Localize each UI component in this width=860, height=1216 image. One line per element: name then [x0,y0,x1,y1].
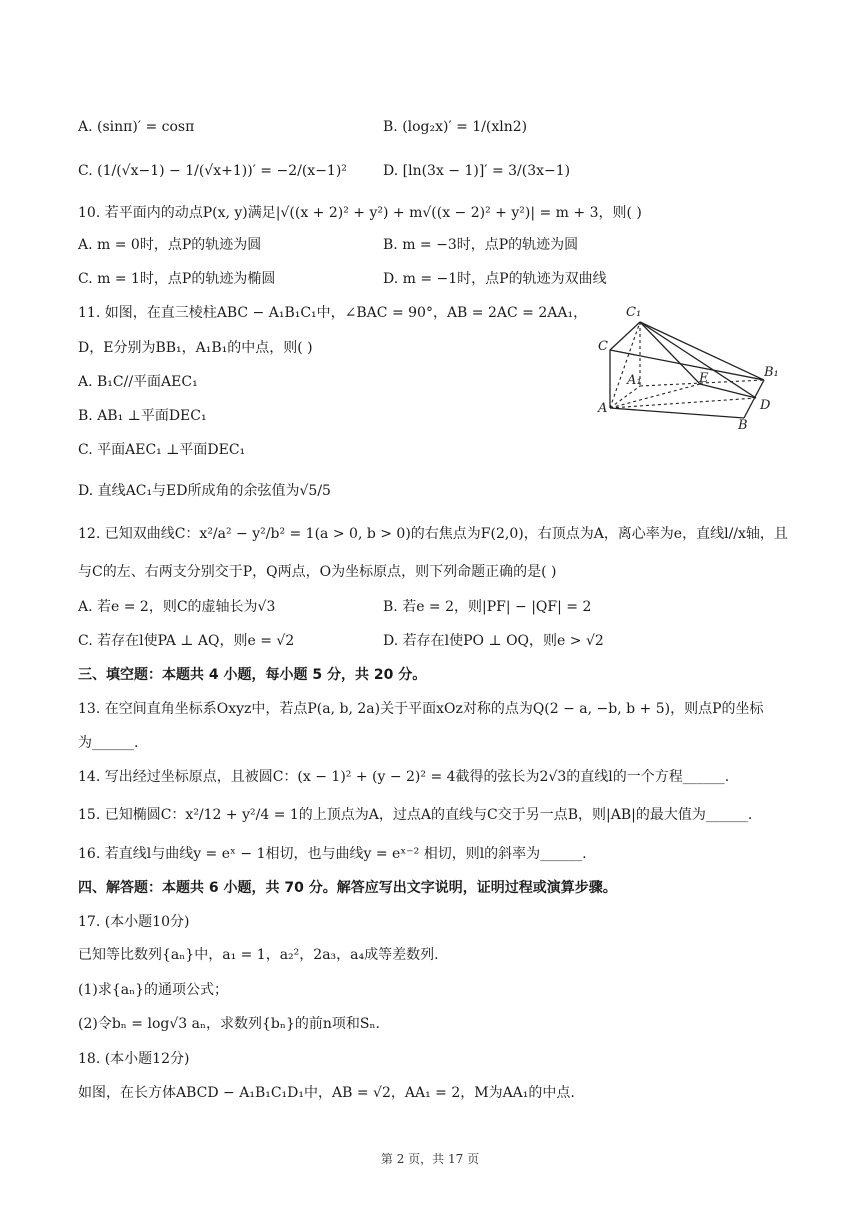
q10-option-c: C. m = 1时，点P的轨迹为椭圆 [78,271,276,287]
q12-option-a: A. 若e = 2，则C的虚轴长为√3 [78,599,276,615]
q17-heading: 17. (本小题10分) [78,914,190,930]
q15: 15. 已知椭圆C：x²/12 + y²/4 = 1的上顶点为A，过点A的直线与C交于另一点B，则|AB|的最大值为______. [78,807,753,823]
q18-heading: 18. (本小题12分) [78,1051,190,1067]
q18-stem: 如图，在长方体ABCD − A₁B₁C₁D₁中，AB = √2，AA₁ = 2，M为AA₁的中点. [78,1085,575,1101]
edge-e-d [700,384,756,398]
q11-option-a: A. B₁C//平面AEC₁ [78,374,198,390]
q17-stem: 已知等比数列{aₙ}中，a₁ = 1，a₂²，2a₃，a₄成等差数列. [78,947,439,963]
prism-figure [596,302,779,433]
page-footer: 第 2 页，共 17 页 [380,1152,480,1166]
label-d: D [760,398,771,413]
q9-option-c: C. (1/(√x−1) − 1/(√x+1))′ = −2/(x−1)² [78,163,347,179]
q11-stem-line1: 11. 如图，在直三棱柱ABC − A₁B₁C₁中，∠BAC = 90°，AB = 2AC = 2AA₁， [78,305,588,321]
q13-line1: 13. 在空间直角坐标系Oxyz中，若点P(a, b, 2a)关于平面xOz对称的点为Q(2 − a, −b, b + 5)，则点P的坐标 [78,701,764,717]
q14: 14. 写出经过坐标原点，且被圆C：(x − 1)² + (y − 2)² = 4截得的弦长为2√3的直线l的一个方程______. [78,769,730,785]
edge-a-a1-hidden [610,386,640,408]
q17-part1: (1)求{aₙ}的通项公式； [78,982,229,998]
label-a: A [598,401,608,416]
q11-option-d: D. 直线AC₁与ED所成角的余弦值为√5/5 [78,483,331,499]
edge-a-d-hidden [610,398,756,408]
q17-part2: (2)令bₙ = log√3 aₙ，求数列{bₙ}的前n项和Sₙ. [78,1016,380,1032]
edge-c1-d [640,322,756,398]
edge-a-b [610,408,744,418]
q11-option-c: C. 平面AEC₁ ⊥平面DEC₁ [78,442,246,458]
label-b: B [738,418,748,433]
label-b1: B₁ [764,365,779,380]
q12-option-b: B. 若e = 2，则|PF| − |QF| = 2 [383,599,592,615]
edge-c-c1 [610,322,640,350]
q12-stem-line1: 12. 已知双曲线C：x²/a² − y²/b² = 1(a > 0, b > 0)的右焦点为F(2,0)，右顶点为A，离心率为e，直线l//x轴，且 [78,526,788,542]
label-c1: C₁ [626,305,642,320]
q9-option-d: D. [ln(3x − 1)]′ = 3/(3x−1) [383,163,571,179]
label-e: E [699,371,709,386]
q9-option-b: B. (log₂x)′ = 1/(xln2) [383,119,528,135]
q11-stem-line2: D，E分别为BB₁，A₁B₁的中点，则( ) [78,340,313,356]
q11-option-b: B. AB₁ ⊥平面DEC₁ [78,408,207,424]
q12-option-d: D. 若存在l使PO ⊥ OQ，则e > √2 [383,633,604,649]
label-c: C [598,339,608,354]
q10-option-d: D. m = −1时，点P的轨迹为双曲线 [383,271,607,287]
section-4-heading: 四、解答题：本题共 6 小题，共 70 分。解答应写出文字说明，证明过程或演算步骤。 [78,880,617,896]
q9-option-a: A. (sinπ)′ = cosπ [78,119,195,135]
q13-line2: 为______. [78,735,139,751]
section-3-heading: 三、填空题：本题共 4 小题，每小题 5 分，共 20 分。 [78,667,427,683]
q10-option-a: A. m = 0时，点P的轨迹为圆 [78,237,262,253]
q10-option-b: B. m = −3时，点P的轨迹为圆 [383,237,579,253]
edge-a-c1-hidden [610,322,640,408]
edge-a-e-hidden [610,384,700,408]
q10-stem: 10. 若平面内的动点P(x, y)满足|√((x + 2)² + y²) + m√((x − 2)² + y²)| = m + 3，则( ) [78,205,642,221]
q16: 16. 若直线l与曲线y = eˣ − 1相切，也与曲线y = eˣ⁻² 相切，则l的斜率为______. [78,846,587,862]
q12-option-c: C. 若存在l使PA ⊥ AQ，则e = √2 [78,633,295,649]
label-a1: A₁ [627,373,642,388]
q12-stem-line2: 与C的左、右两支分别交于P，Q两点，O为坐标原点，则下列命题正确的是( ) [78,564,557,580]
edge-c1-e [640,322,700,384]
